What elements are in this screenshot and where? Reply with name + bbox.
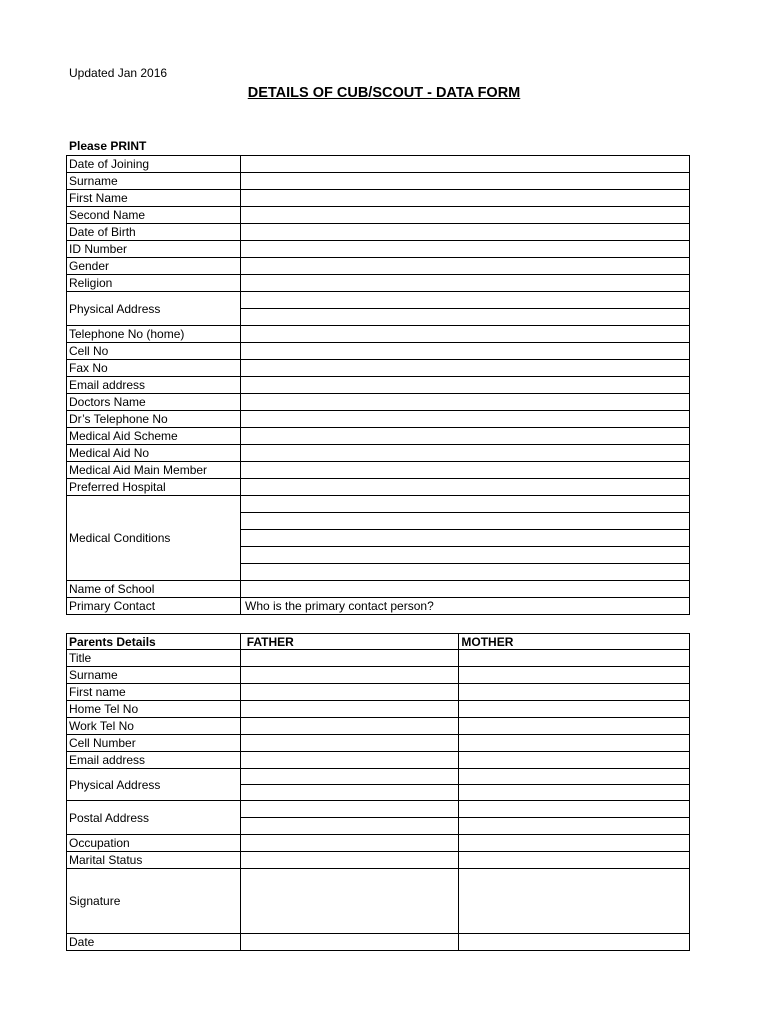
row-label: Medical Aid Scheme	[69, 429, 178, 443]
telephone-home-field[interactable]	[240, 326, 689, 342]
table-row	[66, 462, 690, 479]
table-row	[66, 394, 690, 411]
name-of-school-field[interactable]	[240, 581, 689, 597]
row-label: Dr’s Telephone No	[69, 412, 168, 426]
row-label: ID Number	[69, 242, 128, 256]
table-row	[66, 258, 690, 275]
row-label: Preferred Hospital	[69, 480, 166, 494]
row-label: Fax No	[69, 361, 108, 375]
parents-details-table	[66, 633, 690, 951]
father-signature-field[interactable]	[240, 869, 459, 933]
table-row	[66, 207, 690, 224]
table-row	[66, 224, 690, 241]
mother-signature-field[interactable]	[458, 869, 689, 933]
table-row	[66, 581, 690, 598]
table-row	[66, 479, 690, 496]
child-details-table	[66, 155, 690, 615]
table-row	[66, 428, 690, 445]
table-row	[66, 173, 690, 190]
table-row	[66, 241, 690, 258]
father-work-tel-field[interactable]	[240, 718, 459, 734]
row-label: Name of School	[69, 582, 155, 596]
medical-aid-scheme-field[interactable]	[240, 428, 689, 444]
row-label: Cell No	[69, 344, 109, 358]
row-label: Telephone No (home)	[69, 327, 185, 341]
mother-surname-field[interactable]	[458, 667, 689, 683]
medical-conditions-field[interactable]	[240, 496, 689, 580]
table-row	[66, 598, 690, 615]
divider	[241, 512, 689, 513]
table-row	[66, 852, 690, 869]
mother-first-name-field[interactable]	[458, 684, 689, 700]
primary-contact-field[interactable]	[240, 598, 689, 614]
table-row	[66, 869, 690, 934]
doctors-name-field[interactable]	[240, 394, 689, 410]
row-label: Postal Address	[69, 810, 150, 825]
table-row	[66, 377, 690, 394]
father-title-field[interactable]	[240, 650, 459, 666]
table-row	[66, 684, 690, 701]
medical-aid-main-member-field[interactable]	[240, 462, 689, 478]
father-date-field[interactable]	[240, 934, 459, 950]
mother-email-field[interactable]	[458, 752, 689, 768]
father-physical-address-field[interactable]	[240, 769, 459, 800]
mother-cell-number-field[interactable]	[458, 735, 689, 751]
row-label: Home Tel No	[69, 702, 139, 716]
father-first-name-field[interactable]	[240, 684, 459, 700]
row-label: Primary Contact	[69, 599, 156, 613]
table-row	[66, 496, 690, 581]
table-row	[66, 735, 690, 752]
table-row	[66, 360, 690, 377]
table-row	[66, 650, 690, 667]
physical-address-field[interactable]	[240, 292, 689, 325]
father-cell-number-field[interactable]	[240, 735, 459, 751]
medical-aid-no-field[interactable]	[240, 445, 689, 461]
row-label: Date of Birth	[69, 225, 136, 239]
mother-physical-address-field[interactable]	[458, 769, 689, 800]
table-row	[66, 343, 690, 360]
father-surname-field[interactable]	[240, 667, 459, 683]
father-occupation-field[interactable]	[240, 835, 459, 851]
gender-field[interactable]	[240, 258, 689, 274]
father-email-field[interactable]	[240, 752, 459, 768]
table-row	[66, 934, 690, 951]
table-row	[66, 190, 690, 207]
row-label: Title	[69, 651, 92, 665]
row-label: Work Tel No	[69, 719, 134, 733]
mother-postal-address-field[interactable]	[458, 801, 689, 834]
mother-title-field[interactable]	[458, 650, 689, 666]
table-row	[66, 701, 690, 718]
table-row	[66, 718, 690, 735]
table-row	[66, 445, 690, 462]
table-row	[66, 275, 690, 292]
table-row	[66, 769, 690, 801]
email-address-field[interactable]	[240, 377, 689, 393]
mother-work-tel-field[interactable]	[458, 718, 689, 734]
father-home-tel-field[interactable]	[240, 701, 459, 717]
father-postal-address-field[interactable]	[240, 801, 459, 834]
divider	[241, 529, 689, 530]
row-label: Medical Aid Main Member	[69, 463, 208, 477]
table-row	[66, 411, 690, 428]
row-label: Signature	[69, 894, 121, 908]
table-row	[66, 292, 690, 326]
row-label: First Name	[69, 191, 128, 205]
date-of-joining-field[interactable]	[240, 156, 689, 172]
second-name-field[interactable]	[240, 207, 689, 223]
table-row	[66, 752, 690, 769]
row-label: Email address	[69, 753, 146, 767]
row-label: Email address	[69, 378, 146, 392]
divider	[459, 784, 689, 785]
row-label: Medical Conditions	[69, 531, 171, 545]
parents-details-heading: Parents Details	[69, 634, 156, 649]
cell-no-field[interactable]	[240, 343, 689, 359]
row-label: Surname	[69, 174, 118, 188]
religion-field[interactable]	[240, 275, 689, 291]
id-number-field[interactable]	[240, 241, 689, 257]
row-label: Date	[69, 935, 95, 949]
father-column-header: FATHER	[240, 634, 459, 649]
divider	[459, 817, 689, 818]
divider	[241, 784, 459, 785]
row-label: Cell Number	[69, 736, 136, 750]
page-title: DETAILS OF CUB/SCOUT - DATA FORM	[247, 85, 521, 101]
divider	[241, 308, 689, 309]
table-row	[66, 667, 690, 684]
row-label: Second Name	[69, 208, 146, 222]
mother-occupation-field[interactable]	[458, 835, 689, 851]
mother-date-field[interactable]	[458, 934, 689, 950]
mother-home-tel-field[interactable]	[458, 701, 689, 717]
surname-field[interactable]	[240, 173, 689, 189]
divider	[241, 817, 459, 818]
row-label: Date of Joining	[69, 157, 150, 171]
row-label: Doctors Name	[69, 395, 146, 409]
table-row	[66, 835, 690, 852]
row-label: Medical Aid No	[69, 446, 150, 460]
table-row	[66, 801, 690, 835]
divider	[241, 563, 689, 564]
table-row	[66, 326, 690, 343]
row-label: Physical Address	[69, 301, 161, 316]
mother-marital-status-field[interactable]	[458, 852, 689, 868]
row-label: Physical Address	[69, 777, 161, 792]
date-of-birth-field[interactable]	[240, 224, 689, 240]
row-label: Surname	[69, 668, 118, 682]
divider	[241, 546, 689, 547]
table-header-row	[66, 633, 690, 650]
please-print-note: Please PRINT	[69, 139, 147, 153]
table-row	[66, 155, 690, 173]
dr-telephone-field[interactable]	[240, 411, 689, 427]
mother-column-header: MOTHER	[458, 634, 689, 649]
row-label: First name	[69, 685, 126, 699]
row-label: Religion	[69, 276, 113, 290]
row-label: Occupation	[69, 836, 130, 850]
fax-no-field[interactable]	[240, 360, 689, 376]
updated-date: Updated Jan 2016	[69, 66, 168, 80]
primary-contact-prompt: Who is the primary contact person?	[245, 599, 434, 613]
first-name-field[interactable]	[240, 190, 689, 206]
preferred-hospital-field[interactable]	[240, 479, 689, 495]
father-marital-status-field[interactable]	[240, 852, 459, 868]
row-label: Gender	[69, 259, 110, 273]
row-label: Marital Status	[69, 853, 143, 867]
